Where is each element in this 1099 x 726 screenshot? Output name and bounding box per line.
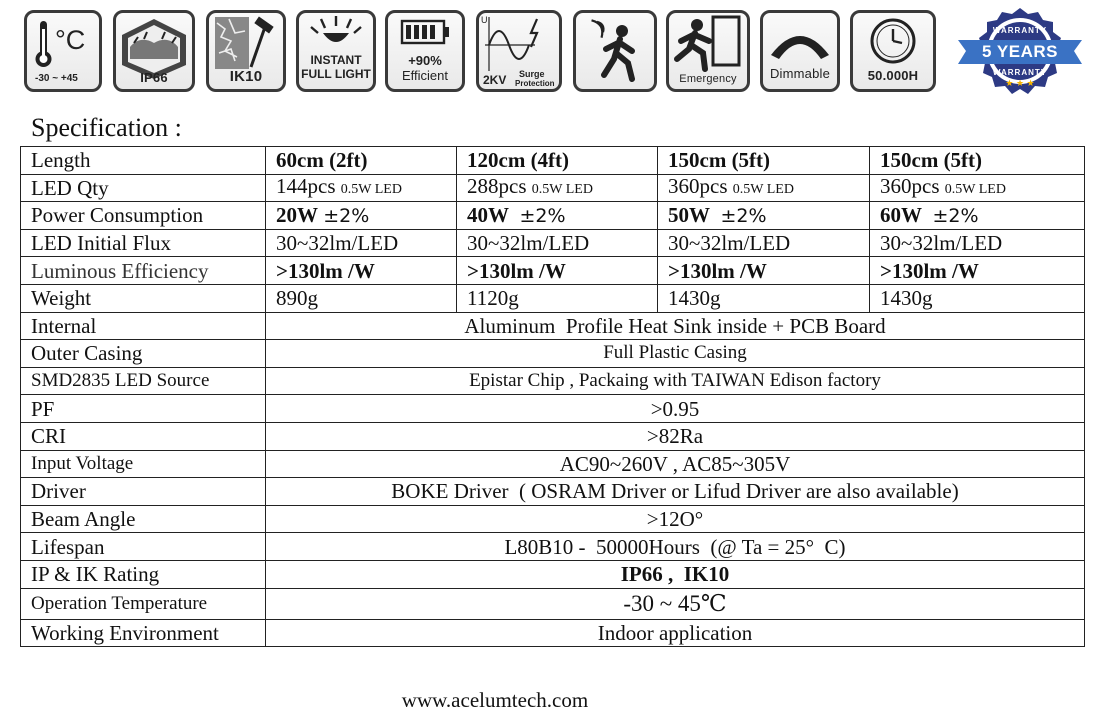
- power-tolerance: ±2%: [720, 204, 767, 227]
- protection-label: Protection: [515, 79, 555, 88]
- dimmable-tile: [760, 10, 840, 92]
- page-title: Specification :: [31, 113, 182, 142]
- efficiency-value: >130lm /W: [870, 257, 1085, 285]
- lifetime-tile: [850, 10, 936, 92]
- row-label: Power Consumption: [21, 202, 266, 230]
- efficiency-value: >130lm /W: [457, 257, 658, 285]
- led-qty-value: 360pcs: [668, 174, 728, 198]
- cri-value: >82Ra: [266, 422, 1085, 450]
- row-label: Weight: [21, 284, 266, 312]
- row-label: Input Voltage: [21, 450, 266, 478]
- weight-value: 1430g: [658, 284, 870, 312]
- warranty-top-word: WARRANTY: [992, 26, 1048, 35]
- row-label: Length: [21, 147, 266, 175]
- led-type: 0.5W LED: [531, 181, 593, 197]
- power-value: 40W: [467, 202, 509, 227]
- row-label: Luminous Efficiency: [21, 257, 266, 285]
- led-qty-value: 144pcs: [276, 174, 336, 198]
- led-type: 0.5W LED: [340, 181, 402, 197]
- power-cell: [870, 202, 1085, 230]
- row-label: Driver: [21, 478, 266, 506]
- table-row-rating: [21, 560, 1085, 588]
- table-row-environment: [21, 619, 1085, 647]
- efficient-tile: [385, 10, 465, 92]
- row-label: Working Environment: [21, 619, 266, 647]
- emergency-tile: [666, 10, 750, 92]
- row-label: Lifespan: [21, 533, 266, 561]
- length-120cm: 120cm (4ft): [457, 147, 658, 175]
- flux-value: 30~32lm/LED: [266, 229, 457, 257]
- efficient-percent: +90%: [408, 53, 442, 68]
- instant-label: INSTANT: [310, 53, 362, 67]
- table-row-led-qty: [21, 174, 1085, 202]
- row-label: PF: [21, 395, 266, 423]
- feature-icon-strip: [0, 0, 1099, 100]
- row-label: IP & IK Rating: [21, 560, 266, 588]
- row-label: Outer Casing: [21, 340, 266, 368]
- row-label: Beam Angle: [21, 505, 266, 533]
- led-type: 0.5W LED: [732, 181, 794, 197]
- power-cell: [266, 202, 457, 230]
- efficiency-value: >130lm /W: [266, 257, 457, 285]
- rating-value: IP66 , IK10: [266, 560, 1085, 588]
- temperature-tile: [24, 10, 102, 92]
- power-tolerance: ±2%: [932, 204, 979, 227]
- row-label: LED Qty: [21, 174, 266, 202]
- table-row-flux: [21, 229, 1085, 257]
- table-row-internal: [21, 312, 1085, 340]
- operation-temperature-value: -30 ~ 45℃: [266, 588, 1085, 619]
- warranty-years: 5 YEARS: [982, 42, 1058, 61]
- length-150cm-b: 150cm (5ft): [870, 147, 1085, 175]
- footer-website: www.acelumtech.com: [401, 688, 589, 712]
- table-row-beam-angle: [21, 505, 1085, 533]
- lifetime-label: 50.000H: [867, 68, 919, 83]
- surge-axis-label: U: [481, 15, 488, 25]
- dimmable-label: Dimmable: [769, 66, 831, 81]
- table-row-power: [21, 202, 1085, 230]
- row-label: SMD2835 LED Source: [21, 367, 266, 395]
- surge-value: 2KV: [483, 73, 507, 87]
- full-light-label: FULL LIGHT: [301, 67, 371, 81]
- table-row-efficiency: [21, 257, 1085, 285]
- power-cell: [457, 202, 658, 230]
- warranty-bottom-word: WARRANTY: [992, 68, 1048, 77]
- pf-value: >0.95: [266, 395, 1085, 423]
- flux-value: 30~32lm/LED: [658, 229, 870, 257]
- instant-light-tile: [296, 10, 376, 92]
- table-row-driver: [21, 478, 1085, 506]
- power-tolerance: ±2%: [323, 204, 370, 227]
- table-row-length: [21, 147, 1085, 175]
- weight-value: 890g: [266, 284, 457, 312]
- ik10-label: IK10: [229, 68, 263, 85]
- efficiency-value: >130lm /W: [658, 257, 870, 285]
- flux-value: 30~32lm/LED: [457, 229, 658, 257]
- lifespan-value: L80B10 - 50000Hours (@ Ta = 25° C): [266, 533, 1085, 561]
- table-row-weight: [21, 284, 1085, 312]
- table-row-pf: [21, 395, 1085, 423]
- led-qty-cell: [457, 174, 658, 202]
- table-row-lifespan: [21, 533, 1085, 561]
- table-row-operation-temperature: [21, 588, 1085, 619]
- internal-value: Aluminum Profile Heat Sink inside + PCB Board: [266, 312, 1085, 340]
- table-row-smd: [21, 367, 1085, 395]
- surge-tile: [476, 10, 562, 92]
- motion-sensor-icon: [576, 13, 654, 89]
- ip66-tile: [113, 10, 195, 92]
- power-value: 60W: [880, 202, 922, 227]
- driver-value: BOKE Driver ( OSRAM Driver or Lifud Driver are also available): [266, 478, 1085, 506]
- motion-sensor-tile: [573, 10, 657, 92]
- weight-value: 1120g: [457, 284, 658, 312]
- warranty-badge: [958, 6, 1082, 98]
- power-tolerance: ±2%: [519, 204, 566, 227]
- table-row-outer-casing: [21, 340, 1085, 368]
- power-value: 50W: [668, 202, 710, 227]
- row-label: CRI: [21, 422, 266, 450]
- table-row-voltage: [21, 450, 1085, 478]
- temperature-range: -30 ~ +45: [35, 73, 78, 84]
- power-cell: [658, 202, 870, 230]
- surge-label: Surge: [519, 69, 545, 79]
- table-row-cri: [21, 422, 1085, 450]
- specification-table: [20, 146, 1085, 647]
- length-60cm: 60cm (2ft): [266, 147, 457, 175]
- environment-value: Indoor application: [266, 619, 1085, 647]
- row-label: Internal: [21, 312, 266, 340]
- svg-text:★ ★ ★: ★ ★ ★: [1005, 78, 1035, 88]
- led-qty-value: 288pcs: [467, 174, 527, 198]
- led-qty-cell: [266, 174, 457, 202]
- temperature-unit: °C: [55, 25, 86, 55]
- beam-angle-value: >12O°: [266, 505, 1085, 533]
- row-label: Operation Temperature: [21, 588, 266, 619]
- smd-value: Epistar Chip , Packaing with TAIWAN Edison factory: [266, 367, 1085, 395]
- voltage-value: AC90~260V , AC85~305V: [266, 450, 1085, 478]
- led-qty-cell: [658, 174, 870, 202]
- weight-value: 1430g: [870, 284, 1085, 312]
- led-qty-cell: [870, 174, 1085, 202]
- flux-value: 30~32lm/LED: [870, 229, 1085, 257]
- led-qty-value: 360pcs: [880, 174, 940, 198]
- led-type: 0.5W LED: [944, 181, 1006, 197]
- outer-casing-value: Full Plastic Casing: [266, 340, 1085, 368]
- power-value: 20W: [276, 202, 318, 227]
- ip66-label: IP66: [140, 70, 168, 85]
- ik10-tile: [206, 10, 286, 92]
- emergency-label: Emergency: [679, 73, 737, 85]
- length-150cm-a: 150cm (5ft): [658, 147, 870, 175]
- row-label: LED Initial Flux: [21, 229, 266, 257]
- efficient-label: Efficient: [401, 68, 448, 83]
